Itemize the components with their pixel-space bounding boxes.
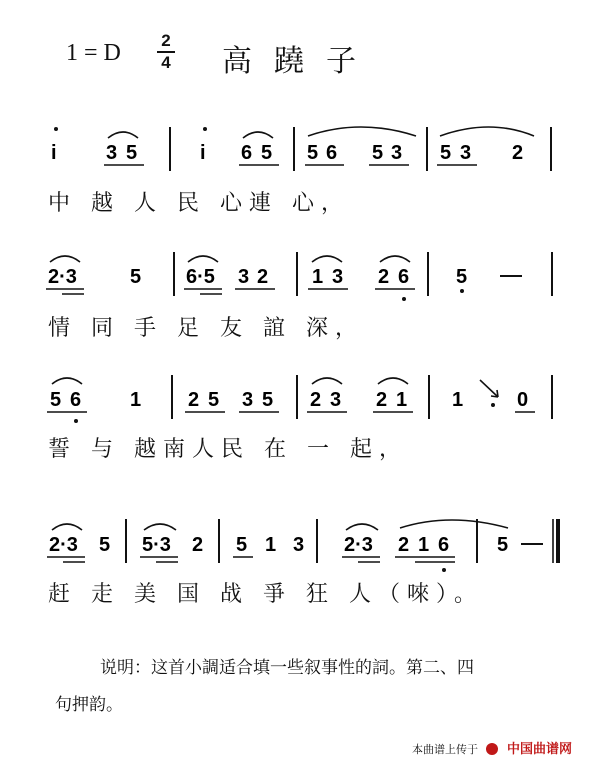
- svg-text:3: 3: [106, 142, 118, 164]
- svg-text:2: 2: [257, 266, 269, 288]
- svg-text:5: 5: [307, 142, 319, 164]
- score-line-4: [47, 519, 558, 572]
- site-logo-icon: [486, 743, 498, 755]
- svg-text:6: 6: [70, 389, 82, 411]
- svg-text:6: 6: [326, 142, 338, 164]
- svg-text:5: 5: [99, 534, 111, 556]
- key-signature: 1 = D: [66, 40, 121, 66]
- time-signature-bottom: 4: [161, 53, 171, 72]
- score-line-2: [46, 252, 552, 301]
- score-line-1: [51, 127, 551, 171]
- svg-text:5: 5: [126, 142, 138, 164]
- score-line-3: [47, 375, 552, 423]
- svg-text:i: i: [51, 142, 57, 164]
- svg-text:5: 5: [262, 389, 274, 411]
- svg-text:6·5: 6·5: [186, 266, 215, 288]
- svg-text:3: 3: [391, 142, 403, 164]
- svg-text:5: 5: [50, 389, 62, 411]
- description-line-1: 说明：这首小調适合填一些叙事性的詞。第二、四: [100, 658, 474, 678]
- lyric-line-2: 情 同 手 足 友 誼 深，: [48, 316, 364, 341]
- svg-text:6: 6: [438, 534, 450, 556]
- svg-text:2: 2: [310, 389, 322, 411]
- svg-text:3: 3: [293, 534, 305, 556]
- svg-text:1: 1: [265, 534, 277, 556]
- svg-text:1: 1: [452, 389, 464, 411]
- svg-text:3: 3: [332, 266, 344, 288]
- svg-text:5: 5: [236, 534, 248, 556]
- svg-text:0: 0: [517, 389, 529, 411]
- svg-text:2: 2: [378, 266, 390, 288]
- svg-text:1: 1: [130, 389, 142, 411]
- site-footer: [412, 738, 572, 757]
- svg-text:2: 2: [376, 389, 388, 411]
- svg-text:1: 1: [418, 534, 430, 556]
- svg-text:6: 6: [398, 266, 410, 288]
- svg-text:2: 2: [192, 534, 204, 556]
- svg-text:2: 2: [188, 389, 200, 411]
- svg-text:5: 5: [440, 142, 452, 164]
- svg-text:2: 2: [512, 142, 524, 164]
- svg-text:i: i: [200, 142, 206, 164]
- time-signature-top: 2: [161, 31, 171, 50]
- svg-text:5: 5: [208, 389, 220, 411]
- svg-text:1: 1: [396, 389, 408, 411]
- lyric-line-4: 赶 走 美 国 战 爭 狂 人（唻）。: [48, 582, 483, 607]
- svg-text:5: 5: [456, 266, 468, 288]
- lyric-line-1: 中 越 人 民 心連 心，: [48, 191, 350, 216]
- svg-text:5: 5: [130, 266, 142, 288]
- footer-credit: 本曲谱上传于: [412, 743, 478, 756]
- svg-text:5: 5: [372, 142, 384, 164]
- svg-text:2: 2: [398, 534, 410, 556]
- lyric-line-3: 誓 与 越南人民 在 一 起，: [48, 437, 408, 462]
- footer-brand: 中国曲谱网: [507, 742, 573, 757]
- svg-text:3: 3: [330, 389, 342, 411]
- svg-text:2·3: 2·3: [48, 266, 77, 288]
- svg-text:5: 5: [497, 534, 509, 556]
- svg-text:3: 3: [238, 266, 250, 288]
- svg-text:2·3: 2·3: [49, 534, 78, 556]
- svg-text:1: 1: [312, 266, 324, 288]
- song-title: 高蹺子: [222, 44, 378, 79]
- svg-text:5: 5: [261, 142, 273, 164]
- svg-text:3: 3: [242, 389, 254, 411]
- svg-text:2·3: 2·3: [344, 534, 373, 556]
- description-line-2: 句押韵。: [55, 695, 123, 715]
- svg-text:5·3: 5·3: [142, 534, 171, 556]
- svg-text:6: 6: [241, 142, 253, 164]
- svg-text:3: 3: [460, 142, 472, 164]
